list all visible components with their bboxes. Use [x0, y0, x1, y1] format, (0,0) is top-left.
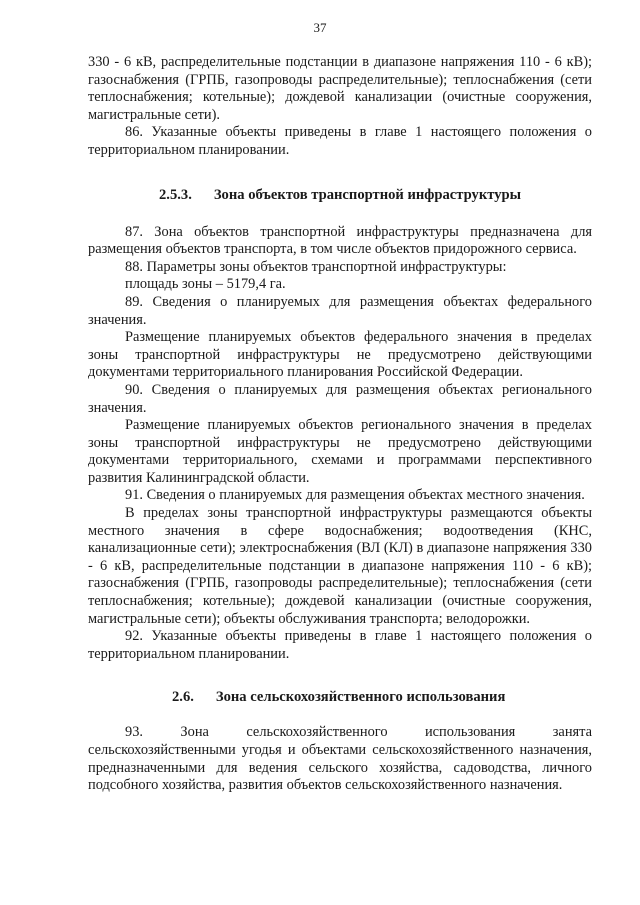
paragraph: 91. Сведения о планируемых для размещения объектах местного значения. [125, 487, 585, 504]
page-number: 37 [313, 20, 327, 35]
document-body [88, 54, 592, 795]
paragraph: Размещение планируемых объектов регионального значения в пределах зоны транспортной инфраструктуры не предусмотрено действующими документами территориального, схемами и программами перспективного развития Калининградской области. [88, 417, 592, 486]
section-title: Зона объектов транспортной инфраструктуры [213, 186, 522, 203]
paragraphs-agriculture [88, 724, 592, 794]
paragraph: 86. Указанные объекты приведены в главе 1 настоящего положения о территориальном планировании. [88, 124, 592, 158]
paragraph: 93. Зона сельскохозяйственного использования занята сельскохозяйственными угодья и объектами сельскохозяйственного назначения, предназначенными для ведения сельского хозяйства, садоводства, личного подсобного хозяйства, развития объектов сельскохозяйственного назначения. [88, 724, 592, 794]
paragraph: Размещение планируемых объектов федерального значения в пределах зоны транспортной инфраструктуры не предусмотрено действующими документами территориального планирования Российской Федерации. [88, 329, 592, 381]
paragraph: 89. Сведения о планируемых для размещения объектах федерального значения. [88, 293, 592, 328]
section-heading-transport [88, 186, 592, 204]
section-title: Зона сельскохозяйственного использования [215, 689, 506, 706]
paragraph: В пределах зоны транспортной инфраструктуры размещаются объекты местного значения в сфере водоснабжения; водоотведения (КНС, канализационные сети); электроснабжения (ВЛ (КЛ) в диапазоне напряжения 330 - 6 кВ, распределительные подстанции в диапазоне напряжения 110 - 6 кВ); газоснабжения (ГРПБ, газопроводы распределительные); теплоснабжения (сети теплоснабжения; котельные); дождевой канализации (очистные сооружения, магистральные сети); объекты обслуживания транспорта; велодорожки. [88, 505, 592, 627]
section-number: 2.5.3. [159, 186, 192, 203]
paragraph: 88. Параметры зоны объектов транспортной инфраструктуры: [125, 258, 507, 275]
paragraphs-transport [88, 224, 592, 664]
paragraphs-top [88, 54, 592, 160]
paragraph: 90. Сведения о планируемых для размещения объектах регионального значения. [88, 381, 592, 416]
paragraph: площадь зоны – 5179,4 га. [125, 276, 286, 293]
paragraph: 92. Указанные объекты приведены в главе 1 настоящего положения о территориальном планировании. [88, 628, 592, 662]
paragraph: 330 - 6 кВ, распределительные подстанции в диапазоне напряжения 110 - 6 кВ); газоснабжения (ГРПБ, газопроводы распределительные); теплоснабжения (сети теплоснабжения; котельные); дождевой канализации (очистные сооружения, магистральные сети). [88, 54, 592, 123]
section-number: 2.6. [172, 689, 194, 706]
section-heading-agriculture [88, 688, 592, 706]
paragraph: 87. Зона объектов транспортной инфраструктуры предназначена для размещения объектов транспорта, в том числе объектов придорожного сервиса. [88, 223, 592, 258]
